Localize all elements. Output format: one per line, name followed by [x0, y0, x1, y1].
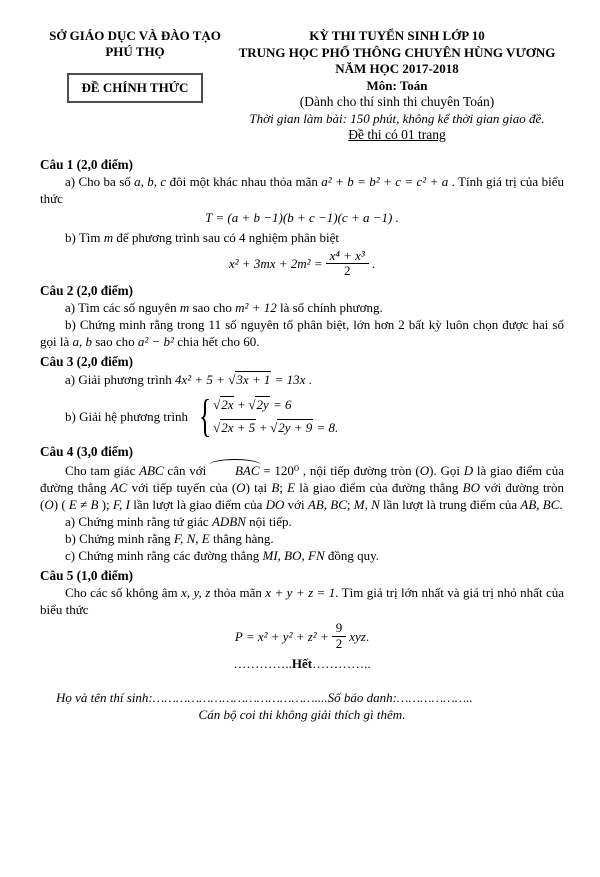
- cau4-heading: Câu 4 (3,0 điểm): [40, 444, 134, 460]
- sqrt-radical: √ 3x + 1: [228, 371, 271, 387]
- fraction-numerator: 9: [332, 621, 347, 637]
- sqrt-radical: √ 2x: [213, 396, 234, 412]
- proctor-note: Cán bộ coi thi không giải thích gì thêm.: [198, 707, 406, 723]
- system-brace: {: [198, 390, 212, 442]
- cau1-item-a: a) Cho ba số a, b, c đôi một khác nhau thỏa mãn a² + b = b² + c = c² + a . Tính giá trị của biểu thức: [40, 173, 564, 206]
- issuer-line1: SỞ GIÁO DỤC VÀ ĐÀO TẠO: [49, 28, 221, 43]
- exam-title-line2: TRUNG HỌC PHỔ THÔNG CHUYÊN HÙNG VƯƠNG: [238, 44, 556, 60]
- cau1-heading: Câu 1 (2,0 điểm): [40, 156, 134, 172]
- exam-subject: Môn: Toán: [366, 77, 428, 93]
- section-cau3: [40, 353, 564, 440]
- cau4-item-b: b) Chứng minh rằng F, N, E thẳng hàng.: [65, 531, 274, 547]
- cau5-statement: Cho các số không âm x, y, z thỏa mãn x + y + z = 1. Tìm giá trị lớn nhất và giá trị nhỏ nhất của biểu thức: [40, 585, 564, 618]
- section-cau2: [40, 282, 564, 350]
- fraction-numerator: x⁴ + x³: [326, 249, 369, 265]
- fraction-denominator: 2: [343, 263, 351, 279]
- official-exam-box: ĐỀ CHÍNH THỨC: [67, 73, 204, 103]
- cau1-formula-T: T = (a + b −1)(b + c −1)(c + a −1) .: [205, 209, 399, 225]
- fraction: [332, 621, 347, 652]
- system-equation-2: √ 2x + 5 + √ 2y + 9 = 8.: [213, 419, 338, 435]
- cau3-item-b: [40, 392, 564, 440]
- section-cau5: [40, 567, 564, 672]
- angle-overarc: BAC: [210, 462, 260, 479]
- cau2-item-a: a) Tìm các số nguyên m sao cho m² + 12 là số chính phương.: [65, 300, 383, 316]
- equation-end: .: [371, 255, 376, 271]
- cau4-item-a: a) Chứng minh rằng tứ giác ADBN nội tiếp.: [65, 514, 292, 530]
- cau5-heading: Câu 5 (1,0 điểm): [40, 568, 134, 584]
- cau1-item-b: b) Tìm m để phương trình sau có 4 nghiệm phân biệt: [65, 229, 340, 245]
- section-cau4: [40, 443, 564, 564]
- sqrt-radical: √ 2y + 9: [270, 419, 313, 435]
- cau5-equation: [40, 621, 564, 652]
- fraction-denominator: 2: [335, 636, 343, 652]
- equation-rhs: xyz: [349, 628, 366, 644]
- exam-year: NĂM HỌC 2017-2018: [335, 61, 459, 76]
- equation-lhs: P = x² + y² + z² +: [234, 628, 329, 644]
- issuer-line2: PHÚ THỌ: [105, 44, 165, 59]
- candidate-name-line: Họ và tên thí sinh:……………………………………....Số báo danh:………………..: [56, 690, 473, 706]
- section-cau1: [40, 156, 564, 280]
- cau2-heading: Câu 2 (2,0 điểm): [40, 283, 134, 299]
- cau3-b-label: b) Giải hệ phương trình: [65, 408, 188, 424]
- equation-lhs: x² + 3mx + 2m² =: [228, 255, 323, 271]
- exam-title-block: [230, 28, 564, 144]
- sqrt-radical: √ 2y: [248, 396, 269, 412]
- cau4-statement: Cho tam giác ABC cân với BAC = 120⁰ , nội tiếp đường tròn (O). Gọi D là giao điểm của đường thẳng AC với tiếp tuyến của (O) tại B; E là giao điểm của đường thẳng BO với đường tròn (O) ( E ≠ B ); F, I lần lượt là giao điểm của DO với AB, BC; M, N lần lượt là trung điểm của AB, BC.: [40, 463, 564, 513]
- exam-title-line1: KỲ THI TUYỂN SINH LỚP 10: [309, 28, 485, 43]
- exam-pages-note: Đề thi có 01 trang: [348, 127, 446, 142]
- exam-duration: Thời gian làm bài: 150 phút, không kể thời gian giao đề.: [249, 110, 545, 126]
- cau2-item-b: b) Chứng minh rằng trong 11 số nguyên tố phân biệt, lớn hơn 2 bất kỳ luôn chọn được hai số gọi là a, b sao cho a² − b² chia hết cho 60.: [40, 317, 564, 350]
- cau4-item-c: c) Chứng minh rằng các đường thẳng MI, BO, FN đồng quy.: [65, 548, 380, 564]
- equation-end: .: [365, 628, 370, 644]
- het-label: Hết: [291, 656, 313, 672]
- cau3-heading: Câu 3 (2,0 điểm): [40, 354, 134, 370]
- exam-header: [40, 28, 564, 144]
- sqrt-radical: √ 2x + 5: [213, 419, 256, 435]
- issuer-block: [40, 28, 230, 103]
- end-of-exam-line: …………..Hết…………..: [233, 656, 371, 672]
- equation-system: [194, 392, 338, 440]
- exam-audience: (Dành cho thí sinh thi chuyên Toán): [299, 94, 495, 109]
- cau3-item-a: a) Giải phương trình 4x² + 5 + √ 3x + 1 = 13x .: [40, 370, 564, 390]
- cau1-equation: [40, 249, 564, 280]
- fraction: [326, 249, 369, 280]
- system-equation-1: √ 2x + √ 2y = 6: [213, 396, 291, 412]
